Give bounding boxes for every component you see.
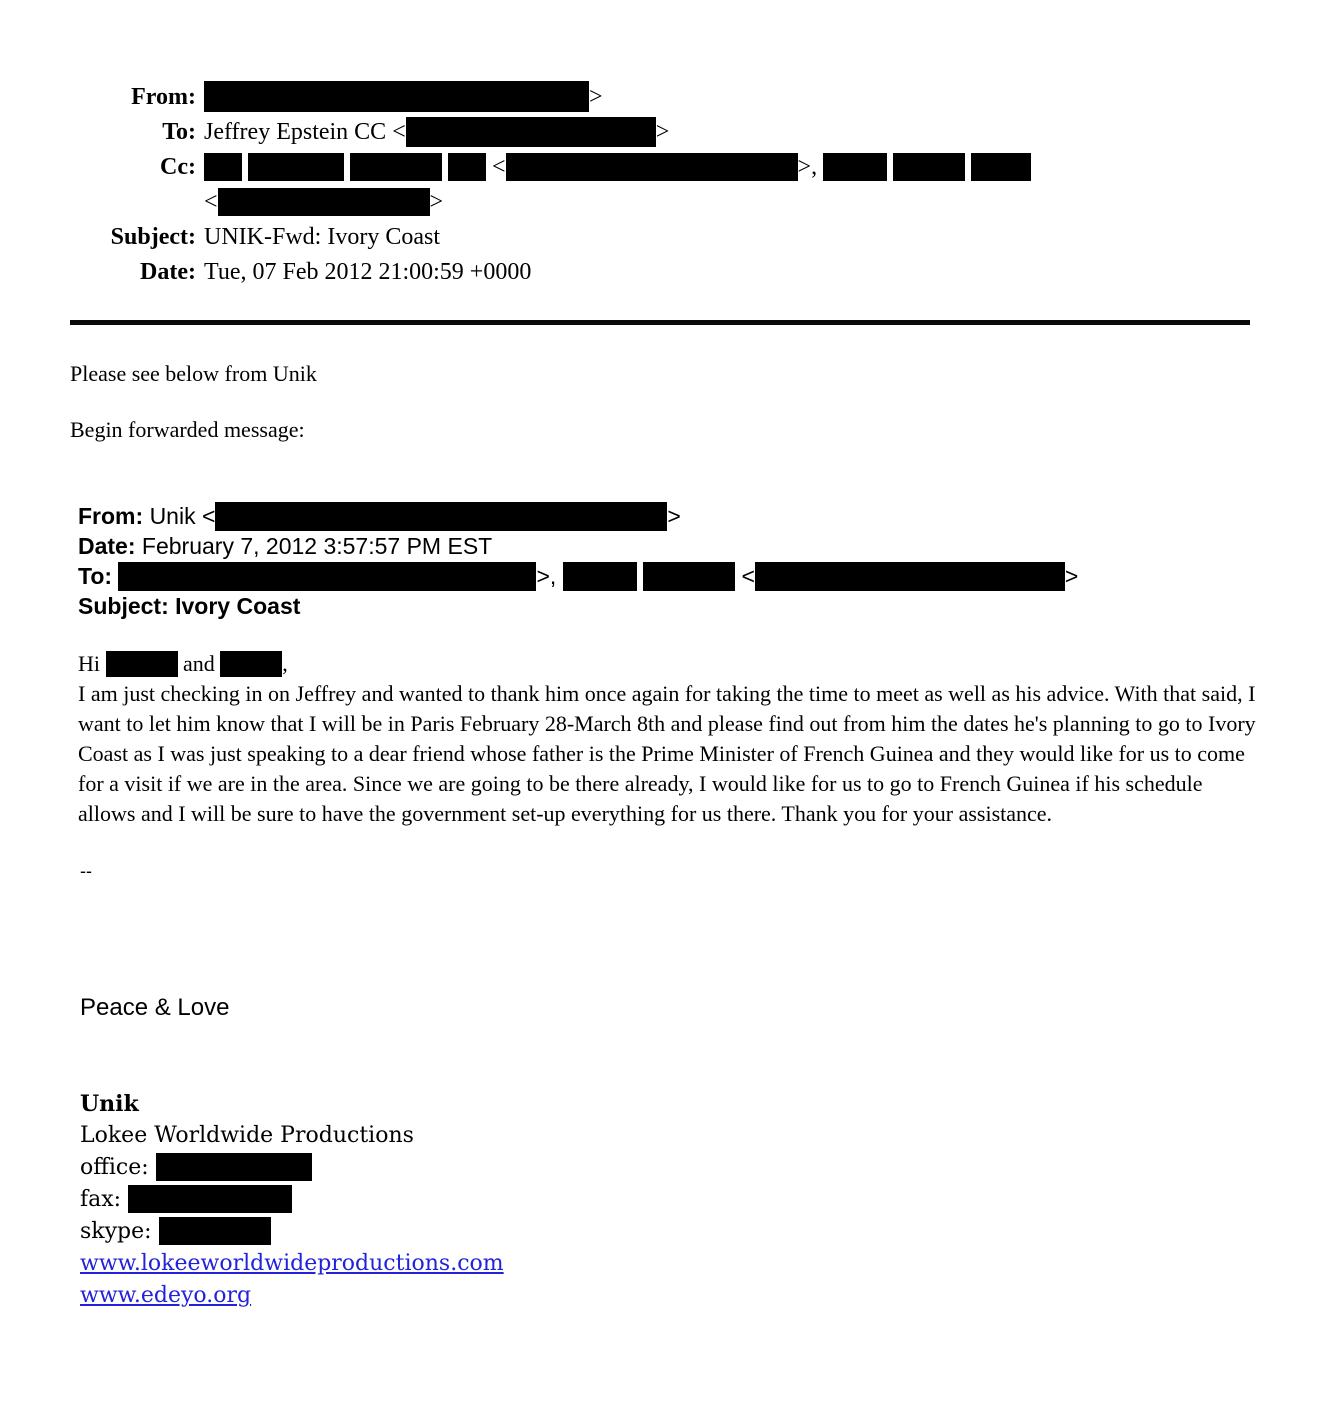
angle-bracket: < [492, 154, 506, 180]
angle-bracket: > [1064, 563, 1079, 589]
angle-bracket: >, [536, 563, 557, 589]
message-paragraph: I am just checking in on Jeffrey and wanted to thank him once again for taking the time to meet as well as his advice. With that said, I want to let him know that I will be in Paris February 28-March 8th and please find out from him the dates he's planning to go to Ivory Coast as I was just speaking to a dear friend whose father is the Prime Minister of French Guinea and they would like for us to come for a visit if we are in the area. Since we are going to be there already, I would like for us to go to French Guinea if his schedule allows and I will be sure to have the government set-up everything for us there. Thank you for your assistance. [78, 681, 1256, 826]
redaction-bar [563, 562, 637, 591]
skype-label: skype: [80, 1219, 152, 1244]
subject-value: UNIK-Fwd: Ivory Coast [204, 224, 440, 250]
redaction-bar [248, 153, 344, 181]
fwd-date-line [78, 531, 1326, 561]
signature-name: Unik [80, 1091, 139, 1117]
website-link-lokee[interactable]: www.lokeeworldwideproductions.com [80, 1251, 504, 1276]
begin-forwarded-line: Begin forwarded message: [70, 417, 305, 442]
redaction-bar [159, 1217, 271, 1245]
to-label: To: [162, 119, 196, 145]
to-recipient-name: Jeffrey Epstein CC [204, 119, 387, 145]
fwd-to-label: To: [78, 563, 113, 589]
signature-company: Lokee Worldwide Productions [80, 1123, 414, 1148]
redaction-bar [823, 153, 887, 181]
signature-office-line [80, 1152, 1326, 1184]
forwarded-header [78, 501, 1326, 621]
fwd-date-label: Date: [78, 533, 136, 559]
date-value: Tue, 07 Feb 2012 21:00:59 +0000 [204, 259, 532, 285]
header-divider [70, 320, 1250, 325]
angle-bracket: > [667, 503, 681, 529]
cc-value [204, 150, 1326, 220]
greeting-word: Hi [78, 651, 100, 676]
office-label: office: [80, 1155, 149, 1180]
signature-skype-line [80, 1216, 1326, 1248]
signature-fax-line [80, 1184, 1326, 1216]
redaction-bar [643, 562, 735, 591]
fwd-to-line [78, 561, 1326, 591]
redaction-bar [106, 651, 178, 677]
angle-bracket: < [741, 563, 755, 589]
to-value [204, 115, 1326, 150]
signature-delimiter: -- [80, 861, 92, 881]
greeting-comma: , [282, 651, 288, 676]
date-label: Date: [140, 259, 196, 285]
redaction-bar [406, 117, 656, 147]
redaction-bar [755, 562, 1065, 591]
fwd-from-label: From: [78, 503, 144, 529]
redaction-bar [220, 651, 282, 677]
cc-label: Cc: [160, 154, 196, 180]
angle-bracket: > [589, 84, 603, 110]
redaction-bar [893, 153, 965, 181]
redaction-bar [971, 153, 1031, 181]
angle-bracket: >, [797, 154, 818, 180]
angle-bracket: < [204, 189, 218, 215]
from-label: From: [131, 84, 196, 110]
subject-label: Subject: [110, 224, 196, 250]
valediction: Peace & Love [80, 994, 230, 1021]
signature-block [80, 1088, 1326, 1312]
intro-line: Please see below from Unik [70, 361, 317, 386]
redaction-bar [506, 153, 798, 181]
angle-bracket: > [655, 119, 670, 145]
website-link-edeyo[interactable]: www.edeyo.org [80, 1283, 252, 1308]
fwd-subject-line [78, 591, 1326, 621]
redaction-bar [204, 153, 242, 181]
cc-value-line-1 [204, 150, 1326, 185]
angle-bracket: > [429, 189, 444, 215]
greeting-and: and [183, 651, 215, 676]
cc-value-line-2 [204, 185, 1326, 220]
redaction-bar [350, 153, 442, 181]
fwd-from-name: Unik [149, 503, 196, 529]
redaction-bar [156, 1153, 312, 1181]
redaction-bar [215, 502, 667, 531]
redaction-bar [128, 1185, 292, 1213]
fwd-subject-value: Ivory Coast [175, 593, 301, 619]
fwd-subject-label: Subject: [78, 593, 169, 619]
fwd-from-line [78, 501, 1326, 531]
redaction-bar [448, 153, 486, 181]
angle-bracket: < [201, 503, 216, 529]
redaction-bar [204, 81, 589, 112]
message-body [78, 649, 1258, 829]
fwd-date-value: February 7, 2012 3:57:57 PM EST [141, 533, 493, 559]
redaction-bar [218, 188, 430, 216]
email-header [60, 0, 1326, 290]
redaction-bar [118, 562, 536, 591]
angle-bracket: < [392, 119, 406, 145]
from-value [204, 80, 1326, 115]
greeting-line [78, 649, 1258, 679]
fax-label: fax: [80, 1187, 122, 1212]
